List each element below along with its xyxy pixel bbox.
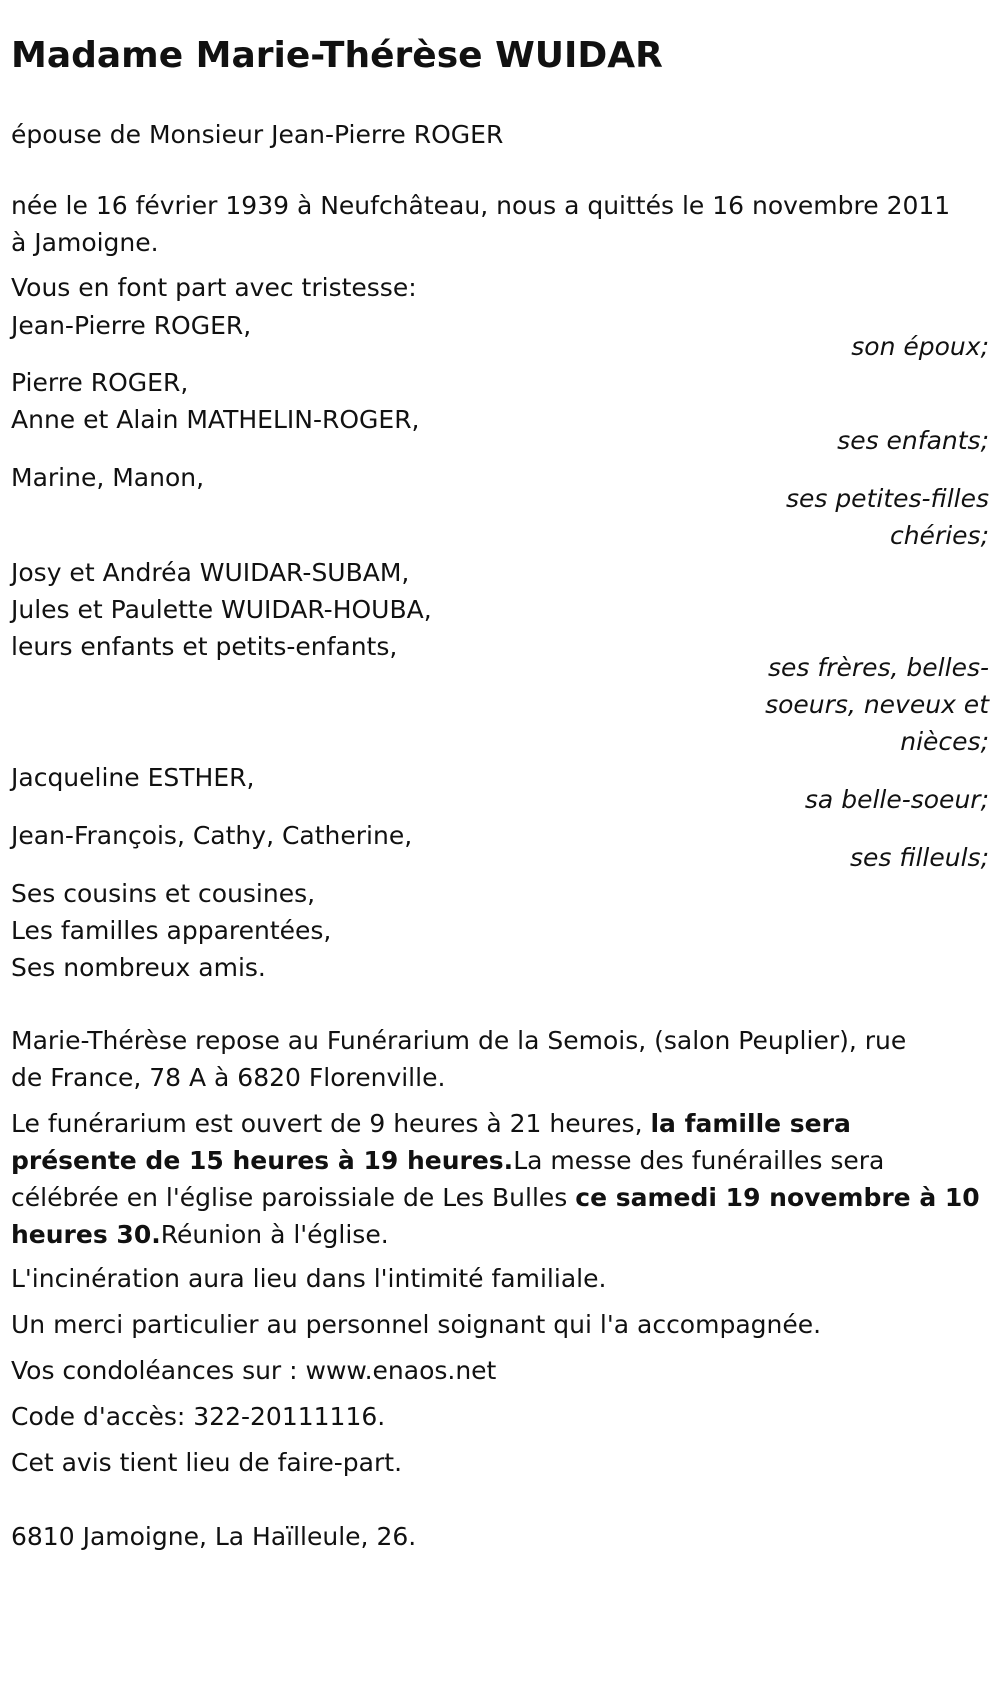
repose-paragraph [11, 1021, 989, 1098]
ceremony-family-hours-bold: présente de 15 heures à 19 heures. [11, 1146, 514, 1175]
family-other-line: Ses nombreux amis. [11, 953, 266, 982]
family-name-line: Anne et Alain MATHELIN-ROGER, [11, 405, 420, 434]
condolences-line: Vos condoléances sur : www.enaos.net [11, 1356, 497, 1385]
ceremony-line-4 [11, 1215, 989, 1255]
family-name-line: Jean-Pierre ROGER, [11, 311, 252, 340]
ceremony-line-1 [11, 1104, 989, 1144]
notice-line: Cet avis tient lieu de faire-part. [11, 1448, 403, 1477]
ceremony-family-presence-bold: la famille sera [650, 1109, 851, 1138]
ceremony-line-3 [11, 1178, 989, 1218]
family-name-line: Jules et Paulette WUIDAR-HOUBA, [11, 595, 432, 624]
ceremony-date-bold: ce samedi 19 novembre à 10 [575, 1183, 980, 1212]
role-line: sa belle-soeur; [804, 785, 989, 814]
address-line: 6810 Jamoigne, La Haïlleule, 26. [11, 1522, 417, 1551]
family-children-role [837, 421, 989, 461]
deceased-name-title: Madame Marie-Thérèse WUIDAR [11, 35, 663, 76]
family-name-line: Marine, Manon, [11, 463, 205, 492]
family-sister-in-law-role [805, 780, 989, 820]
thanks-line: Un merci particulier au personnel soignant qui l'a accompagnée. [11, 1310, 822, 1339]
family-name-line: Jacqueline ESTHER, [11, 763, 255, 792]
role-line: chéries; [889, 521, 989, 550]
role-line: ses enfants; [837, 426, 989, 455]
cremation-line: L'incinération aura lieu dans l'intimité familiale. [11, 1264, 607, 1293]
spouse-line: épouse de Monsieur Jean-Pierre ROGER [11, 120, 504, 149]
ceremony-meeting-text: Réunion à l'église. [160, 1220, 389, 1249]
ceremony-church-text: célébrée en l'église paroissiale de Les Bulles [11, 1183, 576, 1212]
ceremony-mass-text: La messe des funérailles sera [513, 1146, 885, 1175]
family-others [11, 874, 989, 988]
family-name-line: leurs enfants et petits-enfants, [11, 632, 398, 661]
ceremony-paragraph [11, 1104, 989, 1255]
ceremony-line-2 [11, 1141, 989, 1181]
birth-death-paragraph [11, 186, 989, 263]
role-line: ses frères, belles- [768, 653, 989, 682]
role-line: ses petites-filles [785, 484, 989, 513]
family-name-line: Pierre ROGER, [11, 368, 189, 397]
announce-intro: Vous en font part avec tristesse: [11, 273, 417, 302]
ceremony-time-bold: heures 30. [11, 1220, 161, 1249]
family-godchildren-names [11, 816, 989, 856]
family-granddaughters-role [786, 479, 989, 556]
birth-death-line-1: née le 16 février 1939 à Neufchâteau, nous a quittés le 16 novembre 2011 [11, 191, 951, 220]
ceremony-hours-text: Le funérarium est ouvert de 9 heures à 21 heures, [11, 1109, 651, 1138]
family-name-line: Josy et Andréa WUIDAR-SUBAM, [11, 558, 410, 587]
birth-death-line-2: à Jamoigne. [11, 228, 159, 257]
family-spouse-names [11, 306, 989, 346]
family-siblings-role [765, 648, 989, 762]
role-line: soeurs, neveux et [765, 690, 989, 719]
family-other-line: Les familles apparentées, [11, 916, 332, 945]
role-line: ses filleuls; [849, 843, 989, 872]
role-line: son époux; [851, 332, 989, 361]
repose-line-1: Marie-Thérèse repose au Funérarium de la Semois, (salon Peuplier), rue [11, 1026, 907, 1055]
family-spouse-role [851, 327, 989, 367]
family-name-line: Jean-François, Cathy, Catherine, [11, 821, 413, 850]
access-code-line: Code d'accès: 322-20111116. [11, 1402, 386, 1431]
family-godchildren-role [850, 838, 989, 878]
repose-line-2: de France, 78 A à 6820 Florenville. [11, 1063, 446, 1092]
role-line: nièces; [900, 727, 989, 756]
family-other-line: Ses cousins et cousines, [11, 879, 316, 908]
